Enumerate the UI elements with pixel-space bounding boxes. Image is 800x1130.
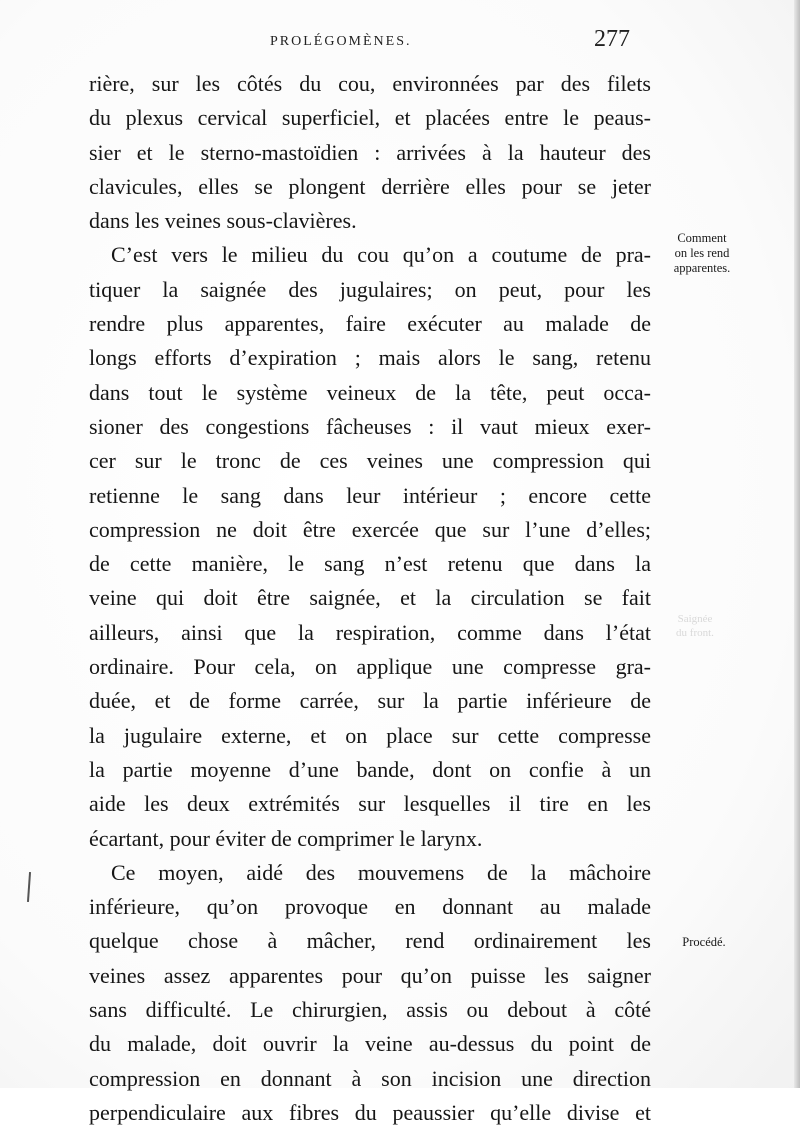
text-line: dans les veines sous-clavières. bbox=[89, 208, 357, 234]
text-line: veines assez apparentes pour qu’on puisse les saigner bbox=[89, 962, 651, 988]
text-line: du plexus cervical superficiel, et placées entre le peaus- bbox=[89, 105, 651, 131]
text-line: longs efforts d’expiration ; mais alors le sang, retenu bbox=[89, 345, 651, 371]
text-line: cer sur le tronc de ces veines une compression qui bbox=[89, 448, 651, 474]
text-line: quelque chose à mâcher, rend ordinairement les bbox=[89, 928, 651, 954]
margin-note-line: on les rend bbox=[674, 246, 730, 260]
margin-note-line: Comment bbox=[677, 231, 727, 245]
text-line: rière, sur les côtés du cou, environnées par des filets bbox=[89, 71, 651, 96]
text-line: aide les deux extrémités sur lesquelles il tire en les bbox=[89, 791, 651, 817]
text-line: tiquer la saignée des jugulaires; on peut, pour les bbox=[89, 276, 651, 302]
text-line: rendre plus apparentes, faire exécuter au malade de bbox=[89, 311, 651, 337]
text-line: C’est vers le milieu du cou qu’on a coutume de pra- bbox=[111, 242, 651, 268]
text-line: ordinaire. Pour cela, on applique une compresse gra- bbox=[89, 654, 651, 680]
margin-ink-mark bbox=[27, 872, 31, 902]
text-line: sans difficulté. Le chirurgien, assis ou debout à côté bbox=[89, 997, 651, 1023]
text-line: écartant, pour éviter de comprimer le larynx. bbox=[89, 825, 483, 851]
text-line: duée, et de forme carrée, sur la partie inférieure de bbox=[89, 688, 651, 714]
text-line: sier et le sterno-mastoïdien : arrivées à la hauteur des bbox=[89, 139, 651, 165]
body-text bbox=[89, 67, 651, 1130]
text-line: la partie moyenne d’une bande, dont on confie à un bbox=[89, 756, 651, 782]
bleed-through-text bbox=[660, 612, 730, 640]
text-line: Ce moyen, aidé des mouvemens de la mâchoire bbox=[111, 859, 651, 885]
text-line: perpendiculaire aux fibres du peaussier qu’elle divise et bbox=[89, 1099, 651, 1125]
text-line: veine qui doit être saignée, et la circulation se fait bbox=[89, 585, 651, 611]
bleed-through-line: Saignée bbox=[677, 613, 713, 625]
text-line: inférieure, qu’on provoque en donnant au malade bbox=[89, 894, 651, 920]
text-line: compression ne doit être exercée que sur l’une d’elles; bbox=[89, 516, 651, 542]
margin-note-procede: Procédé. bbox=[682, 935, 726, 949]
text-line: du malade, doit ouvrir la veine au-dessus du point de bbox=[89, 1031, 651, 1057]
page-number: 277 bbox=[594, 26, 630, 52]
text-line: sioner des congestions fâcheuses : il vaut mieux exer- bbox=[89, 413, 651, 439]
text-line: retienne le sang dans leur intérieur ; encore cette bbox=[89, 482, 651, 508]
text-line: ailleurs, ainsi que la respiration, comme dans l’état bbox=[89, 619, 651, 645]
bleed-through-line: du front. bbox=[676, 627, 714, 639]
text-line: clavicules, elles se plongent derrière elles pour se jeter bbox=[89, 173, 651, 199]
margin-note-comment bbox=[654, 231, 750, 276]
page-edge-shadow bbox=[794, 0, 800, 1088]
text-line: compression en donnant à son incision une direction bbox=[89, 1065, 651, 1091]
running-title: PROLÉGOMÈNES. bbox=[270, 34, 412, 49]
text-line: dans tout le système veineux de la tête, peut occa- bbox=[89, 379, 651, 405]
text-line: de cette manière, le sang n’est retenu que dans la bbox=[89, 551, 651, 577]
margin-note-line: apparentes. bbox=[673, 261, 731, 275]
text-line: la jugulaire externe, et on place sur cette compresse bbox=[89, 722, 651, 748]
